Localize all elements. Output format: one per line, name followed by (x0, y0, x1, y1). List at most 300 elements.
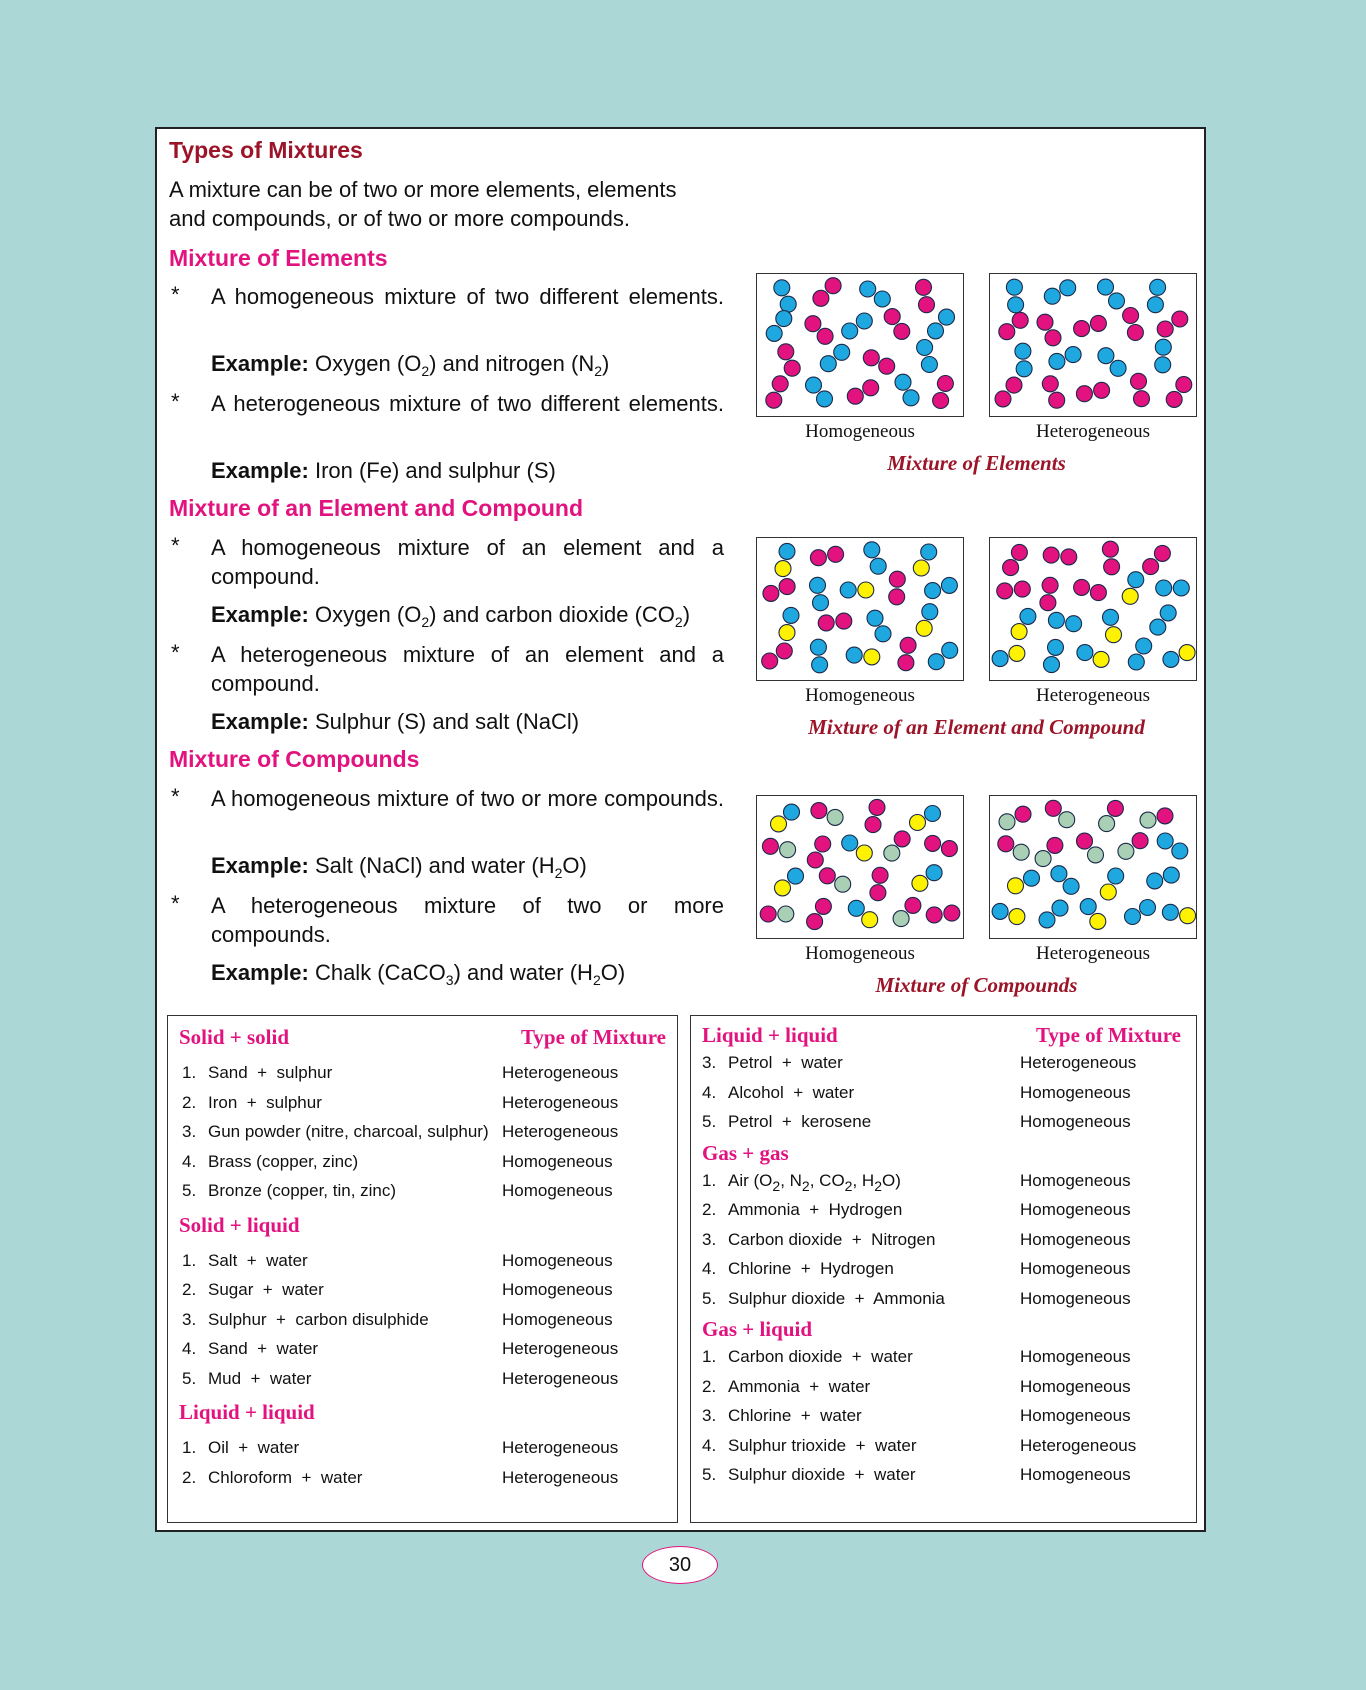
mixture-components: Ammonia + Hydrogen (728, 1200, 903, 1219)
particle-atom (827, 809, 843, 825)
particle-atom (1098, 348, 1114, 364)
particle-atom (1061, 549, 1077, 565)
mixture-type: Homogeneous (502, 1280, 613, 1299)
table-group-title: Liquid + liquid (702, 1023, 838, 1047)
row-number: 5. (702, 1465, 717, 1484)
particle-atom (928, 323, 944, 339)
row-number: 2. (702, 1376, 717, 1396)
mixture-type: Heterogeneous (502, 1438, 619, 1457)
particle-atom (1049, 353, 1065, 369)
mixture-type: Homogeneous (1020, 1288, 1131, 1308)
particle-atom (1155, 357, 1171, 373)
particle-atom (806, 377, 822, 393)
example-label: Example: (211, 960, 309, 985)
mixture-type: Homogeneous (1020, 1376, 1131, 1396)
particle-atom (779, 543, 795, 559)
particle-atom (760, 906, 776, 922)
bullet-text: A heterogeneous mixture of two or more compounds. (211, 893, 724, 947)
diagram-compounds-homogeneous (756, 795, 964, 939)
particle-atom (1044, 288, 1060, 304)
particle-atom (874, 291, 890, 307)
mixture-type: Homogeneous (502, 1309, 613, 1329)
particle-atom (1040, 595, 1056, 611)
particle-atom (1066, 616, 1082, 632)
particle-atom (863, 380, 879, 396)
particle-atom (1127, 325, 1143, 341)
particle-atom (784, 804, 800, 820)
mixture-type: Heterogeneous (502, 1092, 619, 1112)
particle-atom (811, 803, 827, 819)
particle-atom (779, 625, 795, 641)
diagram-compounds-heterogeneous (989, 795, 1197, 939)
particle-atom (1134, 391, 1150, 407)
particle-atom (870, 558, 886, 574)
example-value: Iron (Fe) and sulphur (S) (314, 458, 556, 483)
particle-atom (1172, 843, 1188, 859)
example-label: Example: (211, 351, 309, 376)
mixture-components: Alcohol + water (728, 1082, 855, 1102)
particle-atom (1150, 619, 1166, 635)
particle-atom (884, 845, 900, 861)
particle-atom (1090, 315, 1106, 331)
particle-atom (834, 344, 850, 360)
particle-atom (903, 390, 919, 406)
particle-atom (784, 360, 800, 376)
example-value: Salt (NaCl) and water $(H_2O)$ (314, 853, 587, 881)
section-title-element-compound: Mixture of an Element and Compound (169, 495, 584, 521)
particle-atom (1094, 382, 1110, 398)
type-of-mixture-header: Type of Mixture (1035, 1023, 1181, 1047)
particle-atom (894, 831, 910, 847)
particle-atom (1080, 899, 1096, 915)
particle-atom (1110, 360, 1126, 376)
particle-atom (1045, 800, 1061, 816)
table-group-title: Gas + gas (702, 1140, 789, 1165)
mixture-components: Oil + water (208, 1438, 300, 1457)
particle-atom (763, 585, 779, 601)
bullet-star: * (171, 282, 180, 307)
particle-atom (1147, 873, 1163, 889)
example-line (211, 602, 690, 628)
particle-atom (1147, 297, 1163, 313)
particle-atom (807, 914, 823, 930)
particle-atom (1076, 386, 1092, 402)
mixture-components: Sand + sulphur (208, 1063, 333, 1082)
mixture-type: Homogeneous (502, 1181, 613, 1200)
mixture-type: Homogeneous (1020, 1112, 1131, 1131)
particle-atom (894, 323, 910, 339)
particle-atom (1180, 908, 1196, 924)
particle-atom (1109, 293, 1125, 309)
mixture-type: Homogeneous (1020, 1347, 1131, 1366)
particle-atom (1118, 843, 1134, 859)
particle-atom (817, 391, 833, 407)
row-number: 4. (702, 1082, 717, 1102)
particle-atom (1090, 913, 1106, 929)
particle-atom (933, 393, 949, 409)
particle-atom (1102, 541, 1118, 557)
particle-atom (1011, 624, 1027, 640)
particle-atom (1037, 314, 1053, 330)
particle-atom (1015, 806, 1031, 822)
particle-atom (840, 582, 856, 598)
row-number: 5. (702, 1288, 717, 1308)
mixture-type: Homogeneous (502, 1250, 613, 1270)
particle-atom (1048, 639, 1064, 655)
particle-atom (1103, 609, 1119, 625)
table-group-title: Liquid + liquid (179, 1400, 315, 1424)
row-number: 1. (702, 1170, 717, 1190)
particle-atom (942, 642, 958, 658)
particle-atom (807, 852, 823, 868)
particle-atom (1077, 833, 1093, 849)
particle-atom (842, 835, 858, 851)
mixture-components: Chloroform + water (208, 1467, 363, 1487)
example-label: Example: (211, 853, 309, 878)
mixture-components: Sugar + water (208, 1280, 324, 1299)
particle-atom (864, 649, 880, 665)
mixture-type: Heterogeneous (502, 1368, 619, 1388)
mixture-components: Brass (copper, zinc) (208, 1151, 359, 1171)
example-label: Example: (211, 602, 309, 627)
mixture-type: Heterogeneous (1020, 1053, 1137, 1072)
particle-atom (1042, 376, 1058, 392)
particle-atom (879, 358, 895, 374)
mixture-type: Homogeneous (1020, 1406, 1131, 1425)
particle-atom (1100, 884, 1116, 900)
particle-atom (776, 311, 792, 327)
particle-atom (780, 296, 796, 312)
example-value: Chalk (CaCO$_3$) and water $(H_2O)$ (314, 960, 626, 988)
particle-atom (780, 842, 796, 858)
mixture-components: Air ($O_2$, $N_2$, $CO_2$, $H_2O$) (728, 1170, 901, 1194)
mixture-components: Sulphur trioxide + water (728, 1435, 917, 1455)
particle-atom (898, 655, 914, 671)
particle-atom (813, 595, 829, 611)
particle-atom (1099, 816, 1115, 832)
particle-atom (1128, 572, 1144, 588)
table-group-title: Gas + liquid (702, 1317, 813, 1341)
mixture-type: Homogeneous (1020, 1465, 1131, 1484)
particle-atom (783, 607, 799, 623)
section-title-elements: Mixture of Elements (169, 245, 388, 271)
bullet-text: A homogeneous mixture of two different elements. (211, 284, 724, 309)
particle-atom (1077, 645, 1093, 661)
bullet-text: A homogeneous mixture of two or more compounds. (211, 786, 724, 811)
particle-atom (1039, 912, 1055, 928)
particle-atom (1172, 311, 1188, 327)
particle-atom (1012, 312, 1028, 328)
particle-atom (856, 313, 872, 329)
bullet-text: A homogeneous mixture of an element and a compound. (211, 535, 724, 589)
particle-atom (1008, 878, 1024, 894)
particle-atom (941, 841, 957, 857)
particle-atom (992, 651, 1008, 667)
particle-atom (1163, 867, 1179, 883)
particle-atom (860, 281, 876, 297)
particle-atom (1131, 373, 1147, 389)
particle-atom (1154, 545, 1170, 561)
diagram-elements-heterogeneous (989, 273, 1197, 417)
diagram-element-compound-homogeneous (756, 537, 964, 681)
particle-atom (995, 391, 1011, 407)
particle-atom (766, 325, 782, 341)
particle-atom (835, 876, 851, 892)
row-number: 1. (702, 1347, 717, 1366)
diagram-caption: Mixture of an Element and Compound (808, 715, 1145, 739)
row-number: 2. (702, 1200, 717, 1219)
mixture-components: Sulphur dioxide + Ammonia (728, 1288, 945, 1308)
mixture-type: Heterogeneous (502, 1063, 619, 1082)
particle-atom (905, 897, 921, 913)
mixture-components: Carbon dioxide + water (728, 1347, 913, 1366)
particle-atom (1051, 866, 1067, 882)
particle-atom (846, 647, 862, 663)
mixture-components: Iron + sulphur (208, 1092, 322, 1112)
particle-atom (998, 836, 1014, 852)
particle-atom (1045, 330, 1061, 346)
mixture-components: Mud + water (208, 1368, 312, 1388)
particle-atom (1122, 588, 1138, 604)
particle-atom (1016, 361, 1032, 377)
diagram-caption: Mixture of Elements (887, 451, 1066, 475)
particle-atom (858, 582, 874, 598)
mixture-components: Gun powder (nitre, charcoal, sulphur) (208, 1122, 489, 1141)
particle-atom (813, 290, 829, 306)
particle-atom (865, 817, 881, 833)
particle-atom (1108, 868, 1124, 884)
particle-atom (872, 867, 888, 883)
bullet-text: A heterogeneous mixture of two different elements. (211, 391, 724, 416)
particle-atom (820, 356, 836, 372)
particle-atom (916, 620, 932, 636)
particles-svg (757, 274, 964, 417)
particle-atom (926, 865, 942, 881)
particle-atom (772, 376, 788, 392)
particle-atom (862, 912, 878, 928)
particle-atom (889, 571, 905, 587)
mixture-type: Heterogeneous (502, 1467, 619, 1487)
particle-atom (856, 845, 872, 861)
particle-atom (1162, 904, 1178, 920)
particle-atom (812, 657, 828, 673)
particle-atom (771, 816, 787, 832)
particle-atom (1024, 870, 1040, 886)
particle-atom (848, 900, 864, 916)
particle-atom (1060, 280, 1076, 296)
particle-atom (1098, 279, 1114, 295)
particle-atom (922, 604, 938, 620)
particle-atom (999, 814, 1015, 830)
bullet-star: * (171, 891, 180, 916)
diagram-label: Homogeneous (805, 943, 915, 964)
particle-atom (1140, 812, 1156, 828)
particles-svg (990, 538, 1197, 681)
particle-atom (1043, 547, 1059, 563)
particle-atom (1013, 844, 1029, 860)
page-heading: Types of Mixtures (169, 137, 363, 163)
particle-atom (893, 911, 909, 927)
row-number: 4. (702, 1259, 717, 1278)
diagram-label: Heterogeneous (1036, 685, 1150, 706)
row-number: 2. (182, 1467, 197, 1487)
particle-atom (1157, 321, 1173, 337)
particle-atom (1107, 800, 1123, 816)
row-number: 2. (182, 1280, 197, 1299)
mixture-components: Petrol + water (728, 1053, 843, 1072)
particle-atom (1173, 580, 1189, 596)
particle-atom (842, 323, 858, 339)
diagram-label: Heterogeneous (1036, 421, 1150, 442)
table-group-title: Solid + liquid (179, 1212, 300, 1237)
particle-atom (1128, 654, 1144, 670)
bullet-star: * (171, 640, 180, 665)
particle-atom (917, 340, 933, 356)
particle-atom (1020, 608, 1036, 624)
particle-atom (1104, 559, 1120, 575)
particle-atom (810, 577, 826, 593)
table-group-title: Solid + solid (179, 1025, 290, 1049)
example-line (211, 853, 587, 879)
particle-atom (921, 357, 937, 373)
row-number: 3. (702, 1406, 717, 1425)
particle-atom (916, 279, 932, 295)
particle-atom (1088, 847, 1104, 863)
particle-atom (1049, 392, 1065, 408)
example-label: Example: (211, 709, 309, 734)
particle-atom (778, 344, 794, 360)
particle-atom (875, 626, 891, 642)
particle-atom (999, 324, 1015, 340)
diagram-elements-homogeneous (756, 273, 964, 417)
particle-atom (889, 589, 905, 605)
particle-atom (1063, 878, 1079, 894)
mixture-components: Sand + water (208, 1339, 319, 1358)
row-number: 3. (182, 1122, 197, 1141)
particles-svg (990, 274, 1197, 417)
particle-atom (870, 885, 886, 901)
row-number: 3. (702, 1229, 717, 1249)
type-of-mixture-header: Type of Mixture (520, 1025, 666, 1049)
particle-atom (1150, 279, 1166, 295)
particle-atom (828, 546, 844, 562)
mixture-components: Ammonia + water (728, 1376, 871, 1396)
example-line (211, 351, 609, 377)
particles-svg (757, 796, 964, 939)
particle-atom (1015, 343, 1031, 359)
particle-atom (1044, 657, 1060, 673)
particle-atom (1166, 391, 1182, 407)
particle-atom (913, 560, 929, 576)
particle-atom (895, 374, 911, 390)
row-number: 5. (702, 1112, 717, 1131)
mixture-components: Sulphur + carbon disulphide (208, 1309, 429, 1329)
particle-atom (910, 815, 926, 831)
particle-atom (1035, 851, 1051, 867)
page-number: 30 (642, 1546, 718, 1584)
particle-atom (810, 550, 826, 566)
particle-atom (912, 875, 928, 891)
particle-atom (992, 903, 1008, 919)
example-value: Oxygen $(O_2)$ and nitrogen $(N_2)$ (314, 351, 610, 379)
example-value: Sulphur (S) and salt (NaCl) (314, 709, 580, 734)
diagram-label: Heterogeneous (1036, 943, 1150, 964)
particle-atom (1048, 612, 1064, 628)
particle-atom (863, 350, 879, 366)
particle-atom (900, 637, 916, 653)
particle-atom (884, 309, 900, 325)
particle-atom (925, 835, 941, 851)
mixture-type: Homogeneous (1020, 1229, 1131, 1249)
mixture-components: Salt + water (208, 1250, 308, 1270)
particle-atom (775, 561, 791, 577)
example-line (211, 960, 625, 986)
particle-atom (810, 639, 826, 655)
particle-atom (774, 280, 790, 296)
mixture-components: Petrol + kerosene (728, 1112, 872, 1131)
particle-atom (762, 838, 778, 854)
particle-atom (1157, 808, 1173, 824)
particle-atom (941, 577, 957, 593)
particle-atom (926, 907, 942, 923)
mixture-type: Heterogeneous (1020, 1435, 1137, 1455)
particle-atom (788, 868, 804, 884)
particle-atom (1125, 909, 1141, 925)
particle-atom (1156, 580, 1172, 596)
particles-svg (757, 538, 964, 681)
particle-atom (766, 392, 782, 408)
particle-atom (819, 868, 835, 884)
particle-atom (921, 544, 937, 560)
mixture-type: Homogeneous (1020, 1082, 1131, 1102)
particle-atom (1136, 638, 1152, 654)
particle-atom (1176, 377, 1192, 393)
example-line (211, 709, 579, 735)
particle-atom (919, 297, 935, 313)
particle-atom (925, 806, 941, 822)
particle-atom (818, 615, 834, 631)
particle-atom (925, 583, 941, 599)
diagram-caption: Mixture of Compounds (875, 973, 1078, 997)
particle-atom (1140, 900, 1156, 916)
particle-atom (1106, 627, 1122, 643)
particle-atom (1065, 347, 1081, 363)
particle-atom (937, 376, 953, 392)
particle-atom (864, 542, 880, 558)
particle-atom (939, 309, 955, 325)
mixtures-table-left (167, 1015, 678, 1523)
mixture-components: Chlorine + Hydrogen (728, 1259, 894, 1278)
particle-atom (1179, 645, 1195, 661)
row-number: 3. (182, 1309, 197, 1329)
mixture-type: Homogeneous (1020, 1200, 1131, 1219)
bullet-star: * (171, 389, 180, 414)
particle-atom (1132, 833, 1148, 849)
bullet-text: A heterogeneous mixture of an element and a compound. (211, 642, 724, 696)
particle-atom (1074, 321, 1090, 337)
particle-atom (1006, 377, 1022, 393)
example-line (211, 458, 556, 484)
mixture-components: Chlorine + water (728, 1406, 862, 1425)
row-number: 4. (182, 1151, 197, 1171)
example-value: Oxygen $(O_2)$ and carbon dioxide $(CO_2)$ (314, 602, 691, 630)
bullet-star: * (171, 533, 180, 558)
particle-atom (779, 579, 795, 595)
diagram-element-compound-heterogeneous (989, 537, 1197, 681)
particle-atom (817, 328, 833, 344)
particle-atom (836, 613, 852, 629)
particle-atom (1047, 837, 1063, 853)
